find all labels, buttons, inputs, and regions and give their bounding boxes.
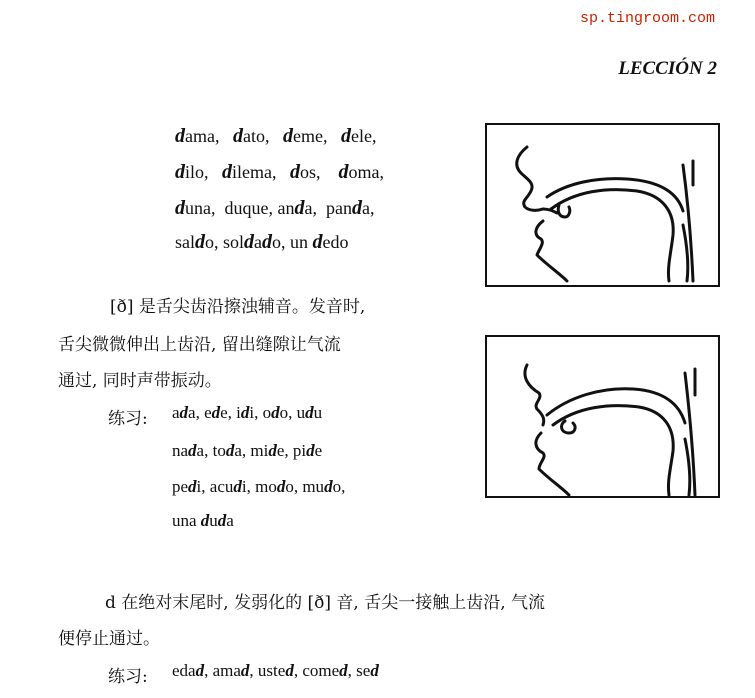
para1-line1: [ð] 是舌尖齿沿擦浊辅音。发音时, <box>110 297 366 317</box>
practice2-line: edad, amad, usted, comed, sed <box>172 661 379 680</box>
para1-line3: 通过, 同时声带振动。 <box>58 371 222 391</box>
para1-line2: 舌尖微微伸出上齿沿, 留出缝隙让气流 <box>58 335 341 355</box>
word-line-4: saldo, soldado, un dedo <box>175 231 349 253</box>
watermark: sp.tingroom.com <box>580 10 716 27</box>
practice-line-1: ada, ede, idi, odo, udu <box>172 403 323 422</box>
lesson-title: LECCIÓN 2 <box>618 58 717 79</box>
word-line-2: dilo, dilema, dos, doma, <box>175 161 385 183</box>
practice-line-3: pedi, acudi, modo, mudo, <box>172 477 346 496</box>
word-line-3: duna, duque, anda, panda, <box>175 197 375 219</box>
practice2-label: 练习: <box>108 667 148 687</box>
word-line-1: dama, dato, deme, dele, <box>175 125 377 147</box>
practice-line-4: una duda <box>172 511 234 530</box>
practice-label: 练习: <box>108 409 148 429</box>
mouth-diagram-1 <box>485 123 720 287</box>
para2-line2: 便停止通过。 <box>58 629 160 649</box>
para2-line1: d 在绝对末尾时, 发弱化的 [ð] 音, 舌尖一接触上齿沿, 气流 <box>105 593 546 613</box>
practice-line-2: nada, toda, mide, pide <box>172 441 323 460</box>
mouth-diagram-2 <box>485 335 720 498</box>
